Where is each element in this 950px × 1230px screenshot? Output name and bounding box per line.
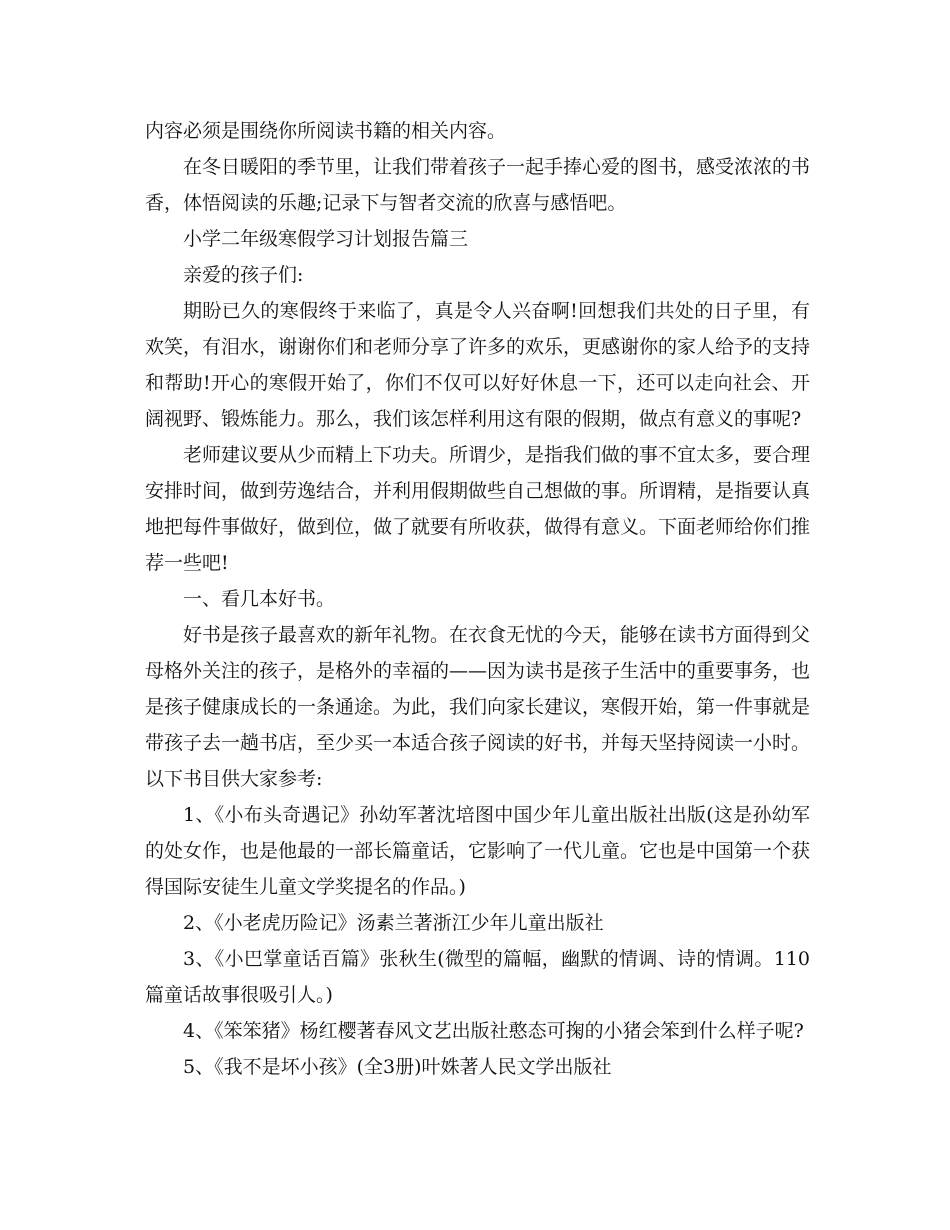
- paragraph-winter-reading: 在冬日暖阳的季节里，让我们带着孩子一起手捧心爱的图书，感受浓浓的书香，体悟阅读的乐趣;记录下与智者交流的欣喜与感悟吧。: [145, 156, 811, 214]
- subheading-read-books: 一、看几本好书。: [183, 588, 336, 610]
- paragraph-teacher-advice: 老师建议要从少而精上下功夫。所谓少，是指我们做的事不宜太多，要合理安排时间，做到劳逸结合，并利用假期做些自己想做的事。所谓精，是指要认真地把每件事做好，做到位，做了就要有所收获，做得有意义。下面老师给你们推荐一些吧!: [145, 444, 811, 574]
- book-list-item: 5、《我不是坏小孩》(全3册)叶姝著人民文学出版社: [183, 1056, 612, 1078]
- paragraph-holiday-intro: 期盼已久的寒假终于来临了，真是令人兴奋啊!回想我们共处的日子里，有欢笑，有泪水，谢谢你们和老师分享了许多的欢乐，更感谢你的家人给予的支持和帮助!开心的寒假开始了，你们不仅可以好好休息一下，还可以走向社会、开阔视野、锻炼能力。那么，我们该怎样利用这有限的假期，做点有意义的事呢?: [145, 300, 811, 430]
- book-list-item: 3、《小巴掌童话百篇》张秋生(微型的篇幅，幽默的情调、诗的情调。110篇童话故事很吸引人。): [145, 948, 810, 1006]
- book-list-item: 4、《笨笨猪》杨红樱著春风文艺出版社憨态可掬的小猪会笨到什么样子呢?: [183, 1020, 804, 1042]
- letter-salutation: 亲爱的孩子们:: [183, 264, 304, 286]
- book-list-item: 1、《小布头奇遇记》孙幼军著沈培图中国少年儿童出版社出版(这是孙幼军的处女作，也是他最的一部长篇童话，它影响了一代儿童。它也是中国第一个获得国际安徒生儿童文学奖提名的作品。): [145, 804, 811, 898]
- section-title: 小学二年级寒假学习计划报告篇三: [183, 228, 469, 250]
- paragraph-good-books: 好书是孩子最喜欢的新年礼物。在衣食无忧的今天，能够在读书方面得到父母格外关注的孩子，是格外的幸福的——因为读书是孩子生活中的重要事务，也是孩子健康成长的一条通途。为此，我们向家长建议，寒假开始，第一件事就是带孩子去一趟书店，至少买一本适合孩子阅读的好书，并每天坚持阅读一小时。以下书目供大家参考:: [145, 624, 811, 790]
- paragraph-continuation: 内容必须是围绕你所阅读书籍的相关内容。: [145, 120, 507, 142]
- book-list-item: 2、《小老虎历险记》汤素兰著浙江少年儿童出版社: [183, 912, 604, 934]
- document-body: [145, 113, 810, 1085]
